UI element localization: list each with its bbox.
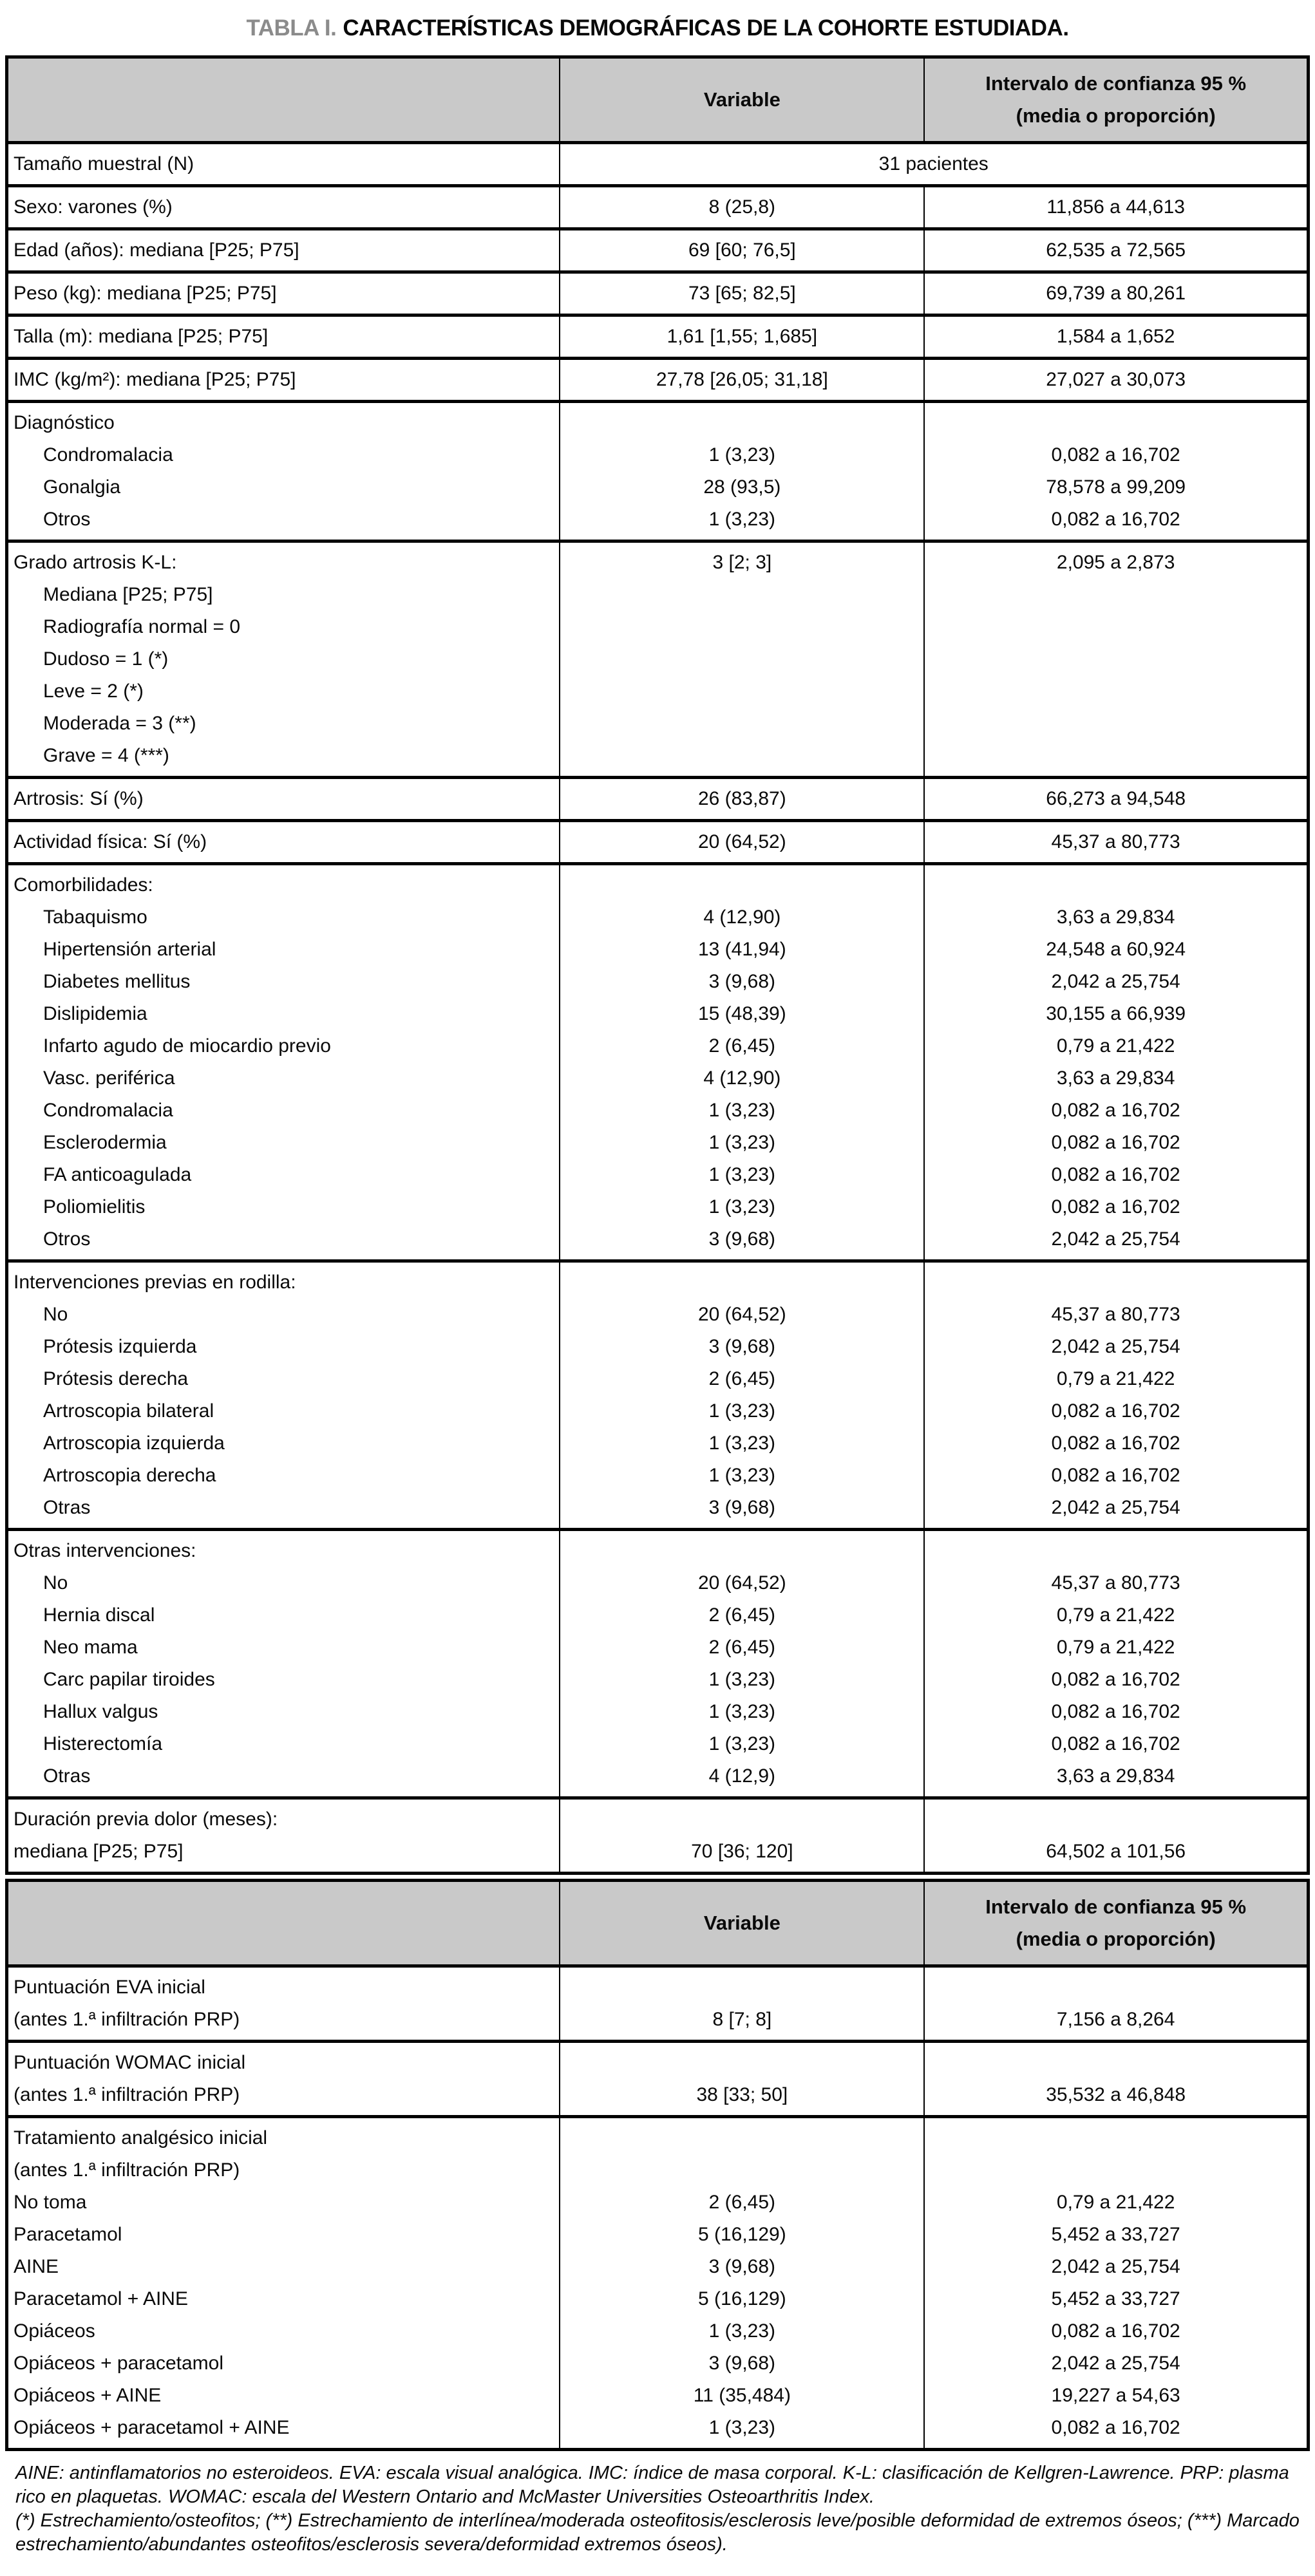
label-line: Tratamiento analgésico inicial	[14, 2127, 268, 2148]
variable-cell	[560, 359, 924, 402]
variable-value: 73 [65; 82,5]	[688, 283, 796, 304]
ci-cell	[924, 229, 1308, 272]
variable-value: 1 (3,23)	[708, 444, 776, 465]
header-ci-line2: (media o proporción)	[1016, 1928, 1216, 1950]
variable-value: 28 (93,5)	[703, 476, 781, 498]
variable-value: 5 (16,129)	[697, 2288, 786, 2309]
header-row	[7, 1881, 1309, 1966]
label-line: Otros	[43, 1228, 91, 1250]
label-line: Edad (años): mediana [P25; P75]	[14, 240, 299, 261]
variable-value: 4 (12,9)	[708, 1765, 776, 1787]
variable-value	[565, 740, 918, 772]
ci-cell	[924, 402, 1308, 541]
table-row	[7, 2117, 1309, 2450]
row-label-cell	[7, 821, 560, 864]
ci-value: 62,535 a 72,565	[1046, 240, 1186, 261]
label-line: Leve = 2 (*)	[43, 681, 144, 702]
variable-value: 3 (9,68)	[708, 2353, 776, 2374]
ci-cell	[924, 186, 1308, 229]
ci-value: 24,548 a 60,924	[1046, 939, 1186, 960]
variable-value	[565, 2154, 918, 2186]
header-variable-cell	[560, 1881, 924, 1966]
row-label-cell	[7, 1966, 560, 2042]
label-line: Prótesis izquierda	[43, 1336, 197, 1357]
variable-value: 20 (64,52)	[697, 1304, 786, 1325]
label-line: Esclerodermia	[43, 1132, 167, 1153]
table-body	[7, 1966, 1309, 2450]
label-line: Sexo: varones (%)	[14, 196, 173, 218]
variable-value: 8 [7; 8]	[712, 2009, 772, 2030]
variable-value	[565, 675, 918, 708]
table-row	[7, 1798, 1309, 1874]
ci-value: 3,63 a 29,834	[1056, 1765, 1175, 1787]
table-header	[7, 57, 1309, 143]
ci-value: 2,042 a 25,754	[1051, 1336, 1180, 1357]
ci-value	[930, 643, 1301, 675]
table-row	[7, 864, 1309, 1261]
span-value-cell	[560, 143, 1308, 186]
variable-value	[565, 643, 918, 675]
label-line: (antes 1.ª infiltración PRP)	[14, 2009, 240, 2030]
table-row	[7, 402, 1309, 541]
variable-value: 3 (9,68)	[708, 1497, 776, 1518]
table-row	[7, 2042, 1309, 2117]
table-row	[7, 359, 1309, 402]
variable-value: 2 (6,45)	[708, 1035, 776, 1057]
variable-value: 1 (3,23)	[708, 1196, 776, 1217]
table-row	[7, 272, 1309, 315]
variable-value: 1 (3,23)	[708, 2320, 776, 2342]
variable-value: 69 [60; 76,5]	[688, 240, 796, 261]
variable-cell	[560, 778, 924, 821]
ci-value	[930, 740, 1301, 772]
ci-value: 0,79 a 21,422	[1056, 1035, 1175, 1057]
ci-value: 0,082 a 16,702	[1051, 1733, 1180, 1754]
header-ci-line1: Intervalo de confianza 95 %	[985, 72, 1247, 95]
demographics-table	[5, 55, 1310, 1875]
row-label-cell	[7, 143, 560, 186]
label-line: Otras	[43, 1765, 91, 1787]
variable-value: 1,61 [1,55; 1,685]	[667, 326, 818, 347]
ci-value: 0,082 a 16,702	[1051, 1164, 1180, 1185]
ci-value: 45,37 a 80,773	[1051, 831, 1180, 852]
label-line: Artrosis: Sí (%)	[14, 788, 144, 809]
table-row	[7, 1261, 1309, 1530]
table-row	[7, 186, 1309, 229]
ci-value	[930, 1266, 1301, 1299]
ci-value	[930, 1535, 1301, 1567]
label-line: (antes 1.ª infiltración PRP)	[14, 2084, 240, 2105]
ci-cell	[924, 315, 1308, 359]
ci-value	[930, 2122, 1301, 2154]
ci-value: 0,082 a 16,702	[1051, 1465, 1180, 1486]
variable-value: 1 (3,23)	[708, 2417, 776, 2438]
ci-value: 45,37 a 80,773	[1051, 1572, 1180, 1594]
ci-value: 45,37 a 80,773	[1051, 1304, 1180, 1325]
variable-value: 3 (9,68)	[708, 971, 776, 992]
label-line: Opiáceos + paracetamol + AINE	[14, 2417, 290, 2438]
variable-value: 70 [36; 120]	[691, 1841, 793, 1862]
ci-value: 2,095 a 2,873	[1056, 552, 1175, 573]
variable-value: 1 (3,23)	[708, 1669, 776, 1690]
label-line: Dudoso = 1 (*)	[43, 648, 169, 670]
ci-value: 0,082 a 16,702	[1051, 1701, 1180, 1722]
label-line: Vasc. periférica	[43, 1067, 175, 1089]
label-line: Poliomielitis	[43, 1196, 146, 1217]
table-row	[7, 778, 1309, 821]
label-line: Otras	[43, 1497, 91, 1518]
variable-value: 1 (3,23)	[708, 1733, 776, 1754]
label-line: Diabetes mellitus	[43, 971, 191, 992]
ci-cell	[924, 778, 1308, 821]
ci-value: 3,63 a 29,834	[1056, 1067, 1175, 1089]
variable-value	[565, 579, 918, 611]
label-line: Duración previa dolor (meses):	[14, 1809, 278, 1830]
header-ci-line2: (media o proporción)	[1016, 104, 1216, 127]
variable-value: 38 [33; 50]	[696, 2084, 788, 2105]
ci-cell	[924, 864, 1308, 1261]
ci-value: 5,452 a 33,727	[1051, 2224, 1180, 2245]
header-empty-cell	[7, 57, 560, 143]
row-label-cell	[7, 315, 560, 359]
variable-value	[565, 611, 918, 643]
variable-value: 3 (9,68)	[708, 2256, 776, 2277]
label-line: Moderada = 3 (**)	[43, 713, 196, 734]
variable-cell	[560, 821, 924, 864]
ci-value: 0,79 a 21,422	[1056, 1637, 1175, 1658]
variable-value: 1 (3,23)	[708, 1433, 776, 1454]
label-line: Tabaquismo	[43, 907, 147, 928]
table-header	[7, 1881, 1309, 1966]
label-line: Carc papilar tiroides	[43, 1669, 215, 1690]
ci-value: 5,452 a 33,727	[1051, 2288, 1180, 2309]
label-line: Condromalacia	[43, 1100, 173, 1121]
ci-cell	[924, 359, 1308, 402]
table-row	[7, 1966, 1309, 2042]
ci-value: 0,082 a 16,702	[1051, 1400, 1180, 1422]
span-value: 31 pacientes	[878, 153, 989, 174]
header-variable-label: Variable	[703, 88, 780, 111]
ci-value: 1,584 a 1,652	[1056, 326, 1175, 347]
ci-value: 0,082 a 16,702	[1051, 1132, 1180, 1153]
row-label-cell	[7, 541, 560, 778]
label-line: No toma	[14, 2192, 87, 2213]
variable-value: 5 (16,129)	[697, 2224, 786, 2245]
variable-value	[565, 869, 918, 901]
variable-value: 1 (3,23)	[708, 509, 776, 530]
ci-cell	[924, 541, 1308, 778]
ci-value: 0,082 a 16,702	[1051, 2320, 1180, 2342]
variable-value: 8 (25,8)	[708, 196, 776, 218]
label-line: Infarto agudo de miocardio previo	[43, 1035, 331, 1057]
label-line: Talla (m): mediana [P25; P75]	[14, 326, 269, 347]
ci-value: 19,227 a 54,63	[1051, 2385, 1180, 2406]
variable-cell	[560, 864, 924, 1261]
variable-value: 3 (9,68)	[708, 1336, 776, 1357]
header-empty-cell	[7, 1881, 560, 1966]
variable-cell	[560, 1530, 924, 1798]
ci-value: 2,042 a 25,754	[1051, 1497, 1180, 1518]
label-line: Gonalgia	[43, 476, 121, 498]
variable-value	[565, 1266, 918, 1299]
variable-value: 11 (35,484)	[693, 2385, 791, 2406]
variable-cell	[560, 402, 924, 541]
table-body	[7, 143, 1309, 1874]
variable-value: 4 (12,90)	[703, 907, 781, 928]
variable-value: 1 (3,23)	[708, 1100, 776, 1121]
label-line: Radiografía normal = 0	[43, 616, 241, 637]
variable-value	[565, 708, 918, 740]
ci-value: 0,082 a 16,702	[1051, 1433, 1180, 1454]
variable-value: 20 (64,52)	[697, 1572, 786, 1594]
variable-value: 15 (48,39)	[697, 1003, 786, 1024]
variable-cell	[560, 229, 924, 272]
ci-value: 2,042 a 25,754	[1051, 971, 1180, 992]
header-row	[7, 57, 1309, 143]
label-line: Grave = 4 (***)	[43, 745, 169, 766]
row-label-cell	[7, 359, 560, 402]
ci-value	[930, 1971, 1301, 2004]
variable-cell	[560, 186, 924, 229]
ci-value: 2,042 a 25,754	[1051, 2256, 1180, 2277]
ci-cell	[924, 1530, 1308, 1798]
variable-value: 1 (3,23)	[708, 1701, 776, 1722]
variable-cell	[560, 1798, 924, 1874]
variable-value	[565, 2047, 918, 2079]
label-line: No	[43, 1572, 68, 1594]
label-line: Neo mama	[43, 1637, 138, 1658]
label-line: Hernia discal	[43, 1604, 155, 1626]
variable-value: 2 (6,45)	[708, 1637, 776, 1658]
ci-value: 11,856 a 44,613	[1046, 196, 1185, 218]
label-line: Paracetamol	[14, 2224, 122, 2245]
ci-value: 0,79 a 21,422	[1056, 2192, 1175, 2213]
row-label-cell	[7, 2117, 560, 2450]
baseline-scores-table	[5, 1879, 1310, 2451]
variable-value	[565, 1971, 918, 2004]
ci-value: 0,79 a 21,422	[1056, 1368, 1175, 1389]
ci-cell	[924, 1966, 1308, 2042]
label-line: FA anticoagulada	[43, 1164, 192, 1185]
ci-value: 30,155 a 66,939	[1046, 1003, 1186, 1024]
ci-value: 0,082 a 16,702	[1051, 1100, 1180, 1121]
variable-value: 27,78 [26,05; 31,18]	[656, 369, 828, 390]
row-label-cell	[7, 1261, 560, 1530]
label-line: Peso (kg): mediana [P25; P75]	[14, 283, 277, 304]
ci-value	[930, 611, 1301, 643]
ci-value: 0,082 a 16,702	[1051, 1669, 1180, 1690]
label-line: IMC (kg/m²): mediana [P25; P75]	[14, 369, 296, 390]
row-label-cell	[7, 1530, 560, 1798]
label-line: Artroscopia izquierda	[43, 1433, 225, 1454]
label-line: Paracetamol + AINE	[14, 2288, 188, 2309]
label-line: Opiáceos + paracetamol	[14, 2353, 224, 2374]
label-line: Dislipidemia	[43, 1003, 147, 1024]
label-line: Prótesis derecha	[43, 1368, 189, 1389]
label-line: Opiáceos + AINE	[14, 2385, 162, 2406]
ci-value: 0,082 a 16,702	[1051, 509, 1180, 530]
row-label-cell	[7, 864, 560, 1261]
label-line: Grado artrosis K-L:	[14, 552, 177, 573]
ci-value	[930, 2047, 1301, 2079]
variable-value: 13 (41,94)	[697, 939, 786, 960]
table-row	[7, 229, 1309, 272]
row-label-cell	[7, 402, 560, 541]
ci-value: 2,042 a 25,754	[1051, 2353, 1180, 2374]
variable-cell	[560, 315, 924, 359]
header-ci-line1: Intervalo de confianza 95 %	[985, 1895, 1247, 1918]
ci-value: 0,79 a 21,422	[1056, 1604, 1175, 1626]
ci-value: 0,082 a 16,702	[1051, 2417, 1180, 2438]
label-line: Comorbilidades:	[14, 874, 153, 896]
ci-value: 35,532 a 46,848	[1046, 2084, 1186, 2105]
ci-value	[930, 2154, 1301, 2186]
variable-cell	[560, 541, 924, 778]
ci-value: 0,082 a 16,702	[1051, 444, 1180, 465]
variable-value: 1 (3,23)	[708, 1465, 776, 1486]
variable-cell	[560, 272, 924, 315]
label-line: Actividad física: Sí (%)	[14, 831, 207, 852]
label-line: Mediana [P25; P75]	[43, 584, 213, 605]
ci-cell	[924, 1798, 1308, 1874]
table-row	[7, 143, 1309, 186]
ci-value: 69,739 a 80,261	[1046, 283, 1186, 304]
ci-value	[930, 407, 1301, 439]
variable-value	[565, 407, 918, 439]
variable-value: 3 (9,68)	[708, 1228, 776, 1250]
ci-value: 3,63 a 29,834	[1056, 907, 1175, 928]
ci-value	[930, 1803, 1301, 1836]
ci-value	[930, 869, 1301, 901]
ci-value: 0,082 a 16,702	[1051, 1196, 1180, 1217]
row-label-cell	[7, 1798, 560, 1874]
header-variable-cell	[560, 57, 924, 143]
ci-cell	[924, 2042, 1308, 2117]
label-line: Puntuación WOMAC inicial	[14, 2052, 246, 2073]
variable-value: 4 (12,90)	[703, 1067, 781, 1089]
ci-value: 66,273 a 94,548	[1046, 788, 1186, 809]
ci-cell	[924, 2117, 1308, 2450]
footnote-asterisks: (*) Estrechamiento/osteofitos; (**) Estrechamiento de interlínea/moderada osteofitosis/esclerosis leve/posible deformidad de extremos óseos; (***) Marcado estrechamiento/abundantes osteofitos/esclerosis severa/deformidad extremos óseos).	[15, 2510, 1300, 2555]
label-line: Intervenciones previas en rodilla:	[14, 1272, 296, 1293]
table-title-label: TABLA I.	[246, 15, 337, 41]
header-ci-cell	[924, 57, 1308, 143]
label-line: Diagnóstico	[14, 412, 115, 433]
ci-value	[930, 579, 1301, 611]
variable-value: 2 (6,45)	[708, 1368, 776, 1389]
variable-value: 3 [2; 3]	[712, 552, 772, 573]
table-row	[7, 315, 1309, 359]
variable-cell	[560, 1966, 924, 2042]
table-row	[7, 541, 1309, 778]
footnotes	[15, 2461, 1302, 2557]
ci-value: 2,042 a 25,754	[1051, 1228, 1180, 1250]
label-line: Hipertensión arterial	[43, 939, 216, 960]
label-line: Artroscopia bilateral	[43, 1400, 214, 1422]
variable-value: 2 (6,45)	[708, 2192, 776, 2213]
table-row	[7, 1530, 1309, 1798]
label-line: Condromalacia	[43, 444, 173, 465]
ci-cell	[924, 1261, 1308, 1530]
row-label-cell	[7, 186, 560, 229]
variable-value: 2 (6,45)	[708, 1604, 776, 1626]
ci-value: 64,502 a 101,56	[1046, 1841, 1186, 1862]
label-line: Histerectomía	[43, 1733, 163, 1754]
ci-cell	[924, 821, 1308, 864]
variable-value: 1 (3,23)	[708, 1400, 776, 1422]
ci-value	[930, 675, 1301, 708]
label-line: No	[43, 1304, 68, 1325]
label-line: Opiáceos	[14, 2320, 95, 2342]
variable-cell	[560, 2117, 924, 2450]
row-label-cell	[7, 778, 560, 821]
variable-value: 26 (83,87)	[697, 788, 786, 809]
label-line: Otras intervenciones:	[14, 1540, 196, 1561]
header-ci-cell	[924, 1881, 1308, 1966]
label-line: Puntuación EVA inicial	[14, 1977, 205, 1998]
label-line: Hallux valgus	[43, 1701, 158, 1722]
footnote-abbreviations: AINE: antinflamatorios no esteroideos. EVA: escala visual analógica. IMC: índice de masa corporal. K-L: clasificación de Kellgren-Lawrence. PRP: plasma rico en plaquetas. WOMAC: escala del Western Ontario and McMaster Universities Osteoarthritis Index.	[15, 2463, 1289, 2507]
variable-value	[565, 1803, 918, 1836]
ci-value: 27,027 a 30,073	[1046, 369, 1186, 390]
variable-value: 20 (64,52)	[697, 831, 786, 852]
variable-cell	[560, 2042, 924, 2117]
label-line: mediana [P25; P75]	[14, 1841, 184, 1862]
variable-cell	[560, 1261, 924, 1530]
ci-value: 7,156 a 8,264	[1056, 2009, 1175, 2030]
variable-value	[565, 2122, 918, 2154]
ci-value: 78,578 a 99,209	[1046, 476, 1186, 498]
label-line: Artroscopia derecha	[43, 1465, 216, 1486]
label-line: (antes 1.ª infiltración PRP)	[14, 2159, 240, 2181]
ci-cell	[924, 272, 1308, 315]
row-label-cell	[7, 229, 560, 272]
header-variable-label: Variable	[703, 1912, 780, 1934]
label-line: Otros	[43, 509, 91, 530]
label-line: AINE	[14, 2256, 59, 2277]
variable-value: 1 (3,23)	[708, 1132, 776, 1153]
variable-value	[565, 1535, 918, 1567]
table-row	[7, 821, 1309, 864]
row-label-cell	[7, 272, 560, 315]
row-label-cell	[7, 2042, 560, 2117]
table-title-text: CARACTERÍSTICAS DEMOGRÁFICAS DE LA COHORTE ESTUDIADA.	[343, 15, 1069, 41]
variable-value: 1 (3,23)	[708, 1164, 776, 1185]
label-line: Tamaño muestral (N)	[14, 153, 194, 174]
table-title	[5, 15, 1310, 41]
ci-value	[930, 708, 1301, 740]
